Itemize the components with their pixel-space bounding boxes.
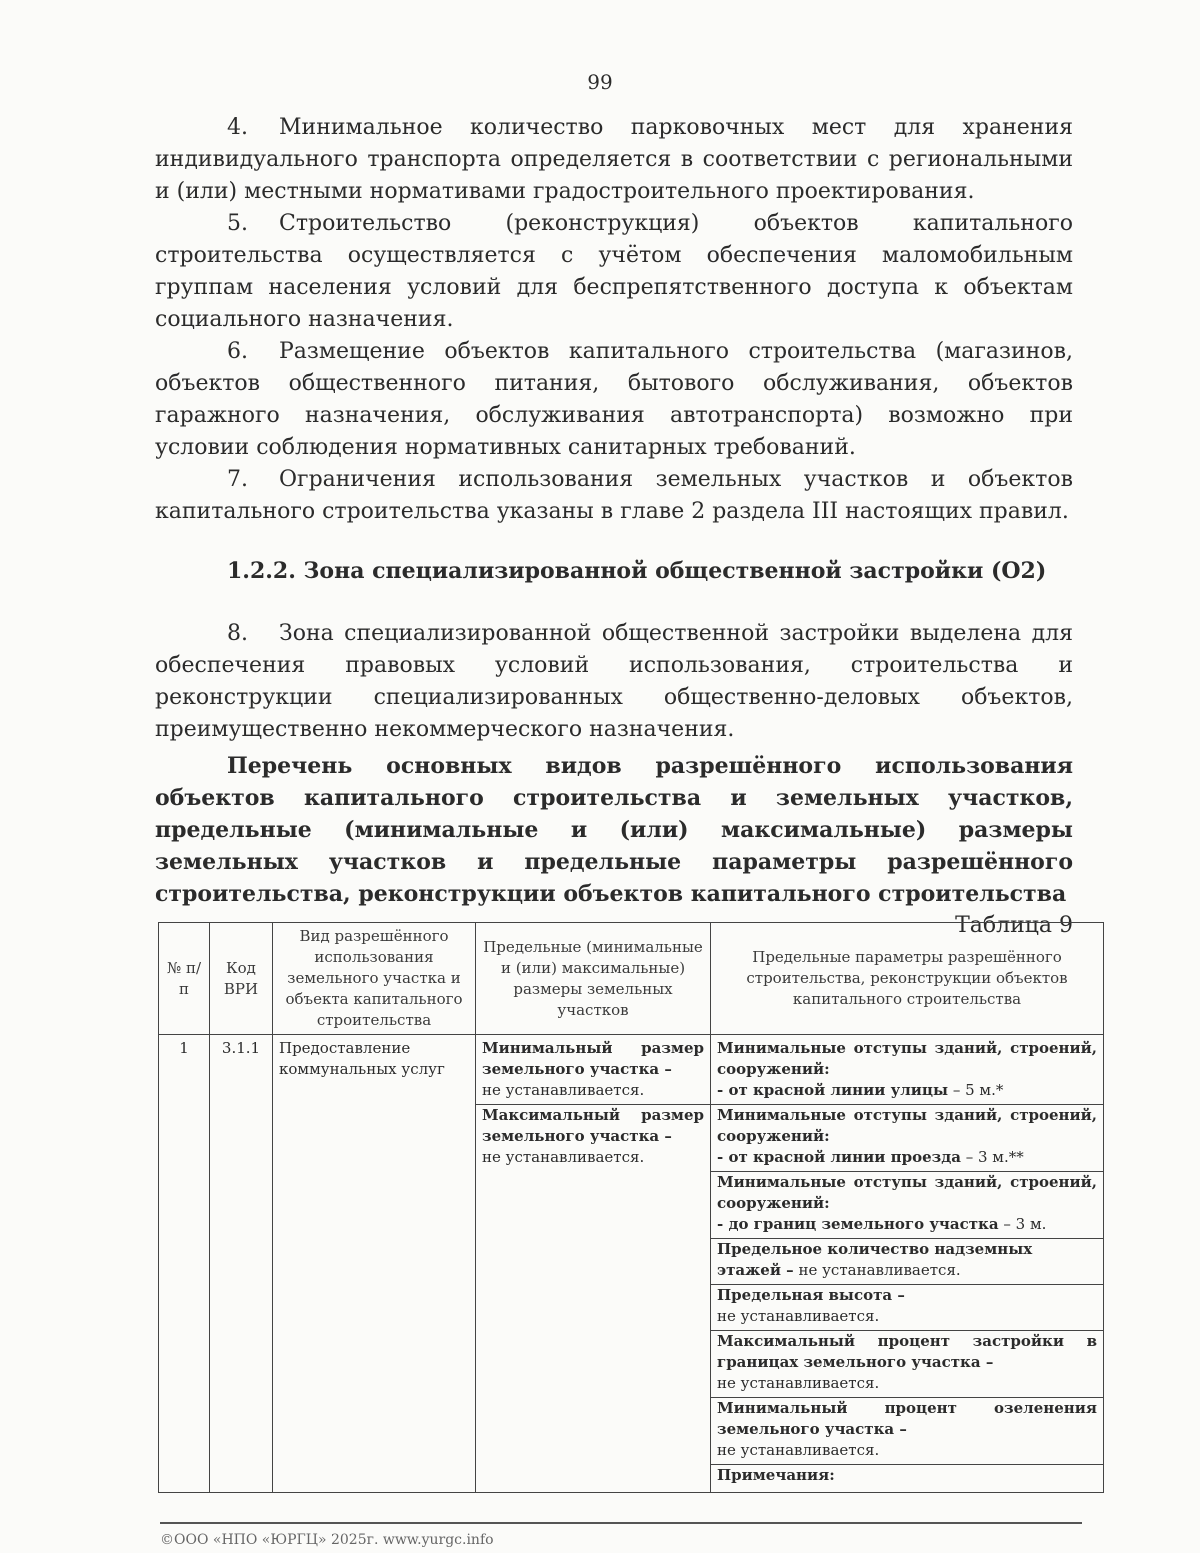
zoning-table — [158, 922, 1104, 1493]
body-text — [155, 112, 1073, 940]
paragraph-6: 6. Размещение объектов капитального строительства (магазинов, объектов общественного питания, бытового обслуживания, объектов гаражного назначения, обслуживания автотранспорта) возможно при условии соблюдения нормативных санитарных требований. — [155, 339, 1073, 460]
size-max: Максимальный размер земельного участка – не устанавливается. — [482, 1106, 704, 1166]
row-kind: Предоставление коммунальных услуг — [273, 1035, 476, 1493]
param-floors: Предельное количество надземных этажей – не устанавливается. — [711, 1239, 1103, 1285]
paragraph-4: 4. Минимальное количество парковочных мест для хранения индивидуального транспорта определяется в соответствии с региональными и (или) местными нормативами градостроительного проектирования. — [155, 115, 1073, 204]
header-size: Предельные (минимальные и (или) максимальные) размеры земельных участков — [476, 923, 711, 1035]
header-params: Предельные параметры разрешённого строительства, реконструкции объектов капитального строительства — [711, 923, 1104, 1035]
param-setback-plot: Минимальные отступы зданий, строений, сооружений: - до границ земельного участка – 3 м. — [711, 1172, 1103, 1239]
paragraph-8: 8. Зона специализированной общественной застройки выделена для обеспечения правовых условий использования, строительства и реконструкции специализированных общественно-деловых объектов, преимущественно некоммерческого назначения. — [155, 621, 1073, 742]
footer-divider — [160, 1522, 1082, 1524]
param-setback-street: Минимальные отступы зданий, строений, сооружений: - от красной линии улицы – 5 м.* — [711, 1038, 1103, 1105]
row-params — [711, 1035, 1104, 1493]
header-code: Код ВРИ — [210, 923, 273, 1035]
table-intro: Перечень основных видов разрешённого использования объектов капитального строительства и земельных участков, предельные (минимальные и (или) максимальные) размеры земельных участков и предельные параметры разрешённого строительства, реконструкции объектов капитального строительства — [155, 753, 1073, 907]
param-height: Предельная высота – не устанавливается. — [711, 1285, 1103, 1331]
header-kind: Вид разрешённого использования земельного участка и объекта капитального строительства — [273, 923, 476, 1035]
paragraph-5: 5. Строительство (реконструкция) объектов капитального строительства осуществляется с учётом обеспечения маломобильным группам населения условий для беспрепятственного доступа к объектам социального назначения. — [155, 211, 1073, 332]
row-size — [476, 1035, 711, 1493]
param-setback-passage: Минимальные отступы зданий, строений, сооружений: - от красной линии проезда – 3 м.** — [711, 1105, 1103, 1172]
paragraph-7: 7. Ограничения использования земельных участков и объектов капитального строительства указаны в главе 2 раздела III настоящих правил. — [155, 467, 1073, 524]
row-code: 3.1.1 — [210, 1035, 273, 1493]
size-min: Минимальный размер земельного участка – не устанавливается. — [476, 1038, 710, 1105]
param-notes: Примечания: — [717, 1466, 835, 1484]
row-num: 1 — [159, 1035, 210, 1493]
page-number: 99 — [587, 70, 613, 94]
footer-text: ©ООО «НПО «ЮРГЦ» 2025г. www.yurgc.info — [160, 1532, 494, 1548]
table-row — [159, 1035, 1104, 1493]
table-label: Таблица 9 — [955, 913, 1073, 938]
param-green-percent: Минимальный процент озеленения земельного участка – не устанавливается. — [711, 1398, 1103, 1465]
section-heading: 1.2.2. Зона специализированной общественной застройки (О2) — [227, 558, 1047, 584]
header-num: № п/п — [159, 923, 210, 1035]
table-header-row — [159, 923, 1104, 1035]
param-build-percent: Максимальный процент застройки в границах земельного участка – не устанавливается. — [711, 1331, 1103, 1398]
